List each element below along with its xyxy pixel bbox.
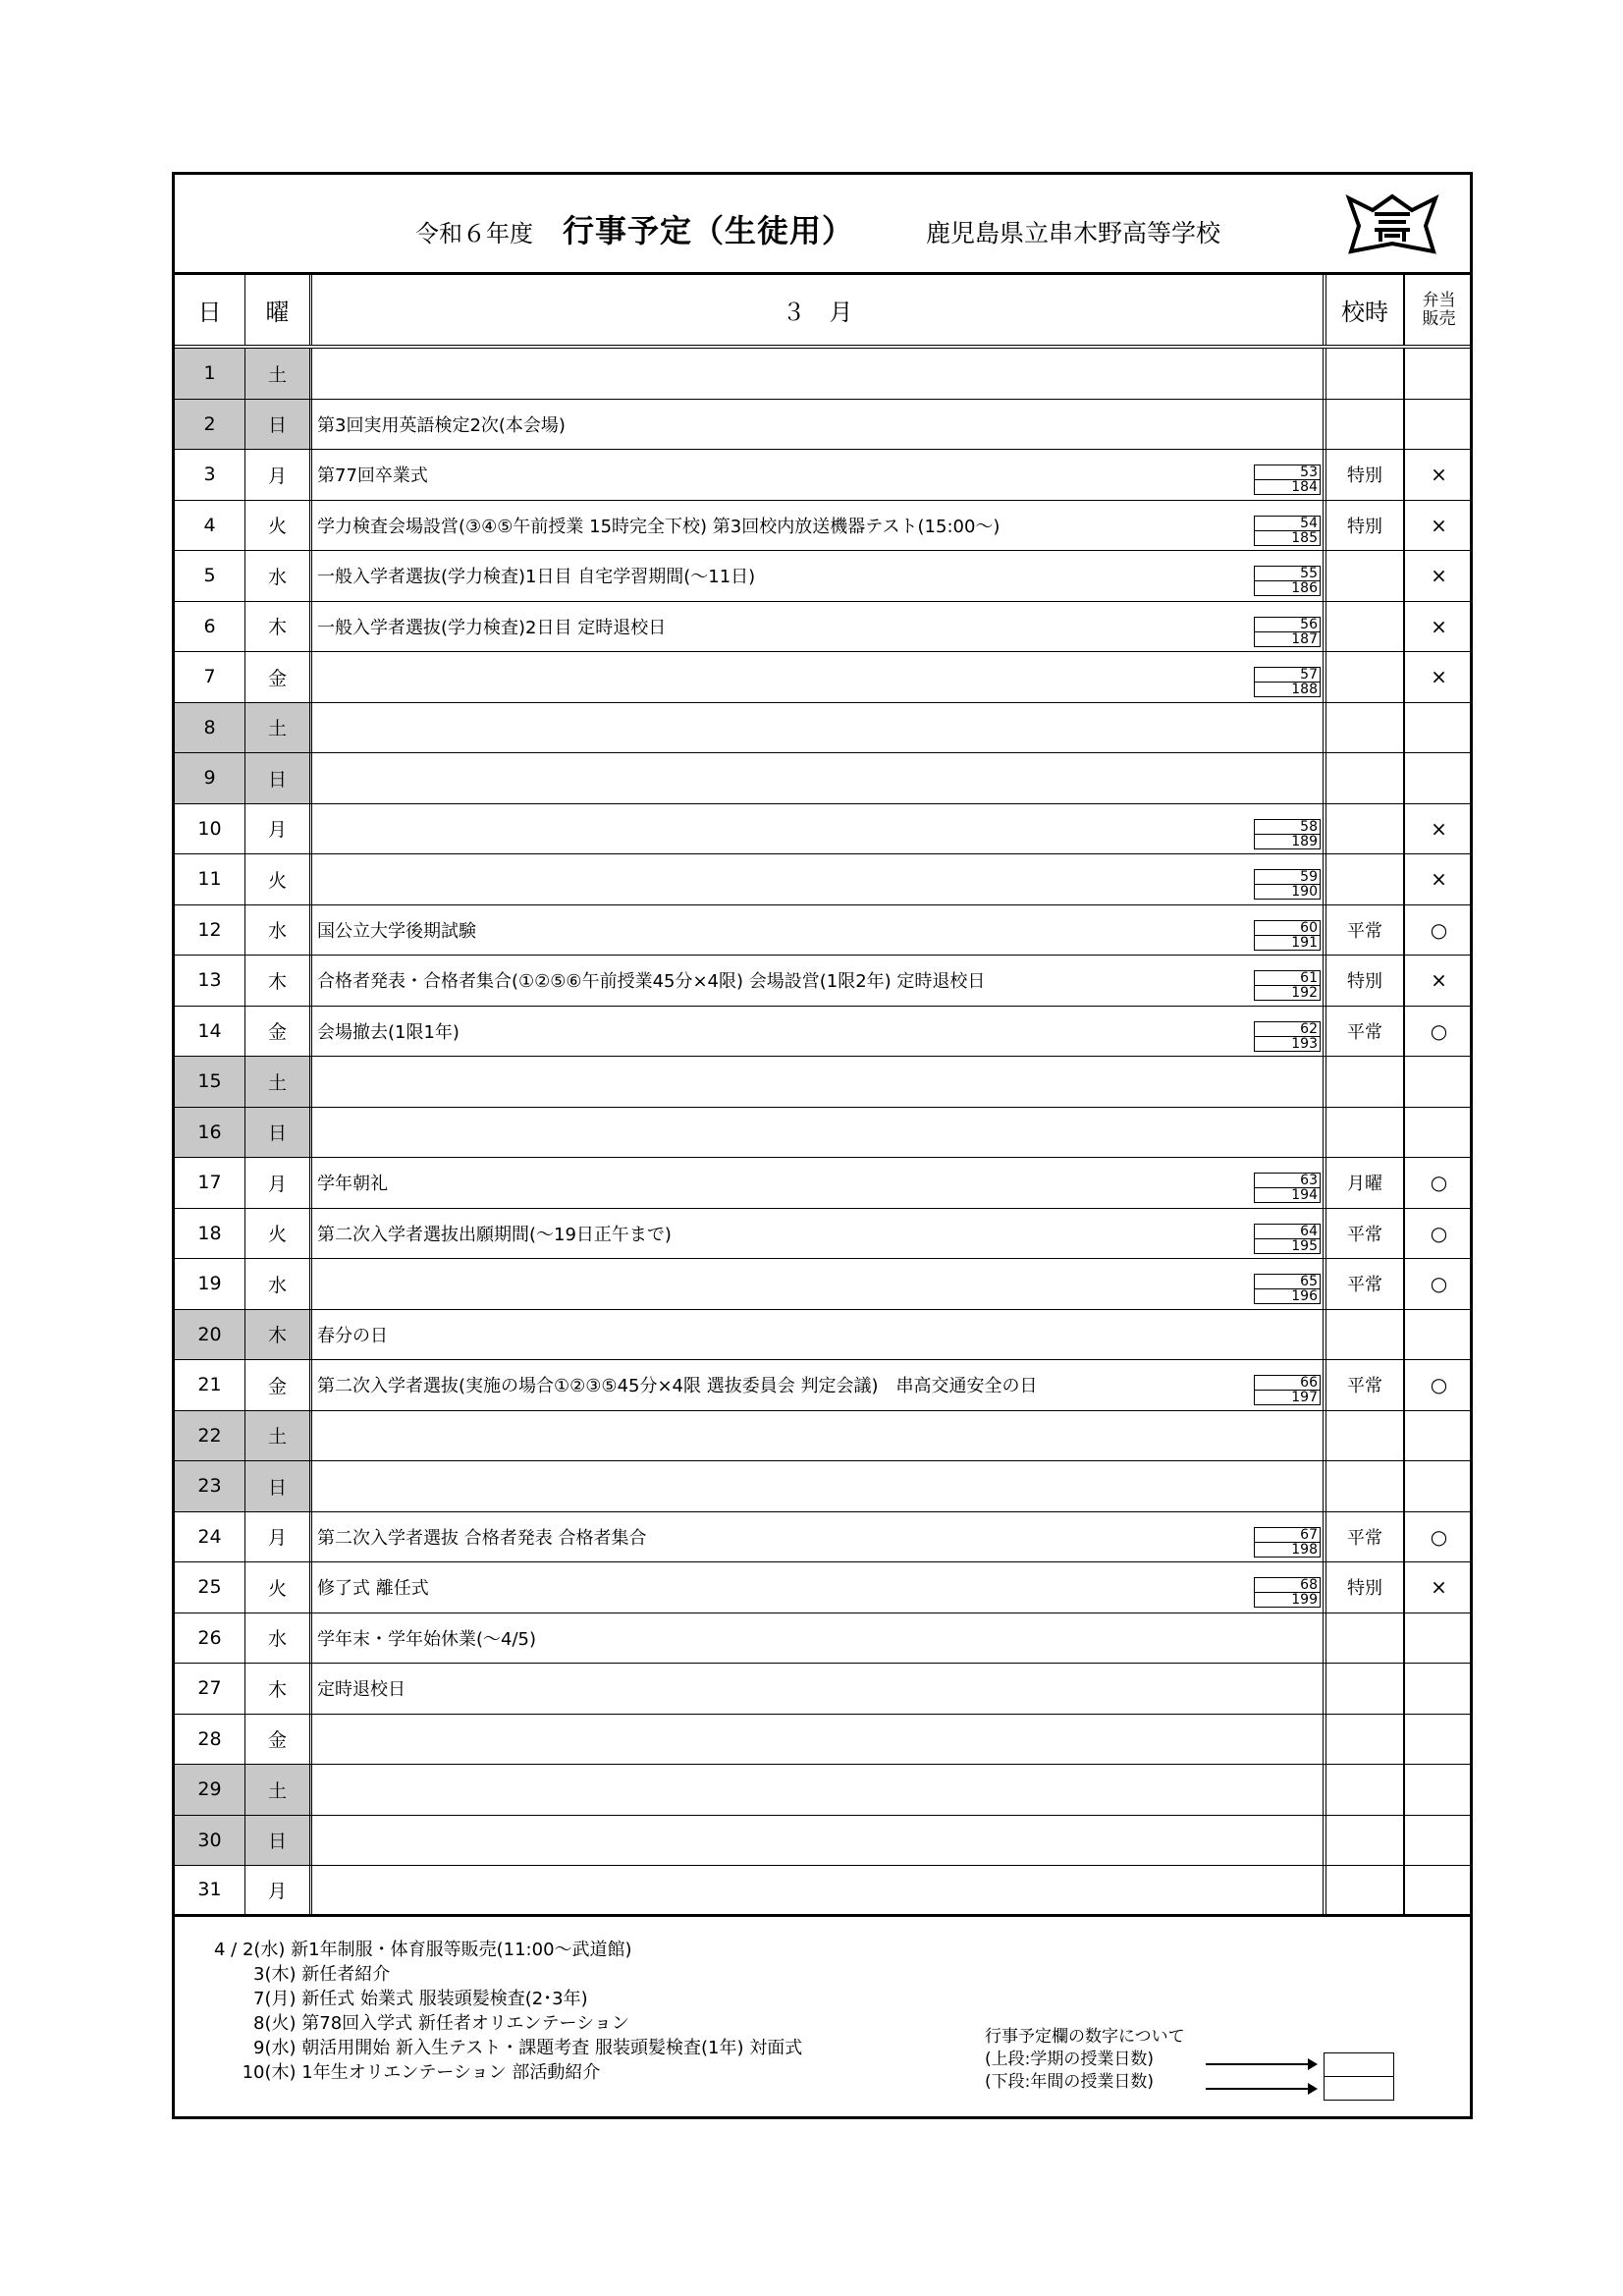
row-school-hours (1326, 400, 1405, 450)
legend-count-box (1324, 2052, 1394, 2102)
row-event (312, 450, 1326, 500)
row-event (312, 1715, 1326, 1765)
annual-lesson-days: 195 (1254, 1238, 1321, 1254)
term-lesson-days: 59 (1254, 869, 1321, 885)
legend-arrow-upper (1206, 2063, 1316, 2065)
row-event (312, 1664, 1326, 1714)
row-event-text: 学力検査会場設営(③④⑤午前授業 15時完全下校) 第3回校内放送機器テスト(15:00～) (317, 516, 1001, 537)
row-event (312, 1158, 1326, 1208)
row-school-hours: 平常 (1326, 1209, 1405, 1259)
note-line: 10(木) 1年生オリエンテーション 部活動紹介 (214, 2062, 601, 2083)
school-name: 鹿児島県立串木野高等学校 (926, 219, 1221, 247)
annual-lesson-days: 199 (1254, 1592, 1321, 1608)
table-row (175, 1562, 1470, 1613)
school-emblem-icon (1345, 192, 1439, 257)
row-day: 12 (175, 905, 245, 956)
row-event (312, 1512, 1326, 1562)
row-event (312, 956, 1326, 1006)
table-row (175, 1007, 1470, 1058)
row-weekday: 水 (245, 551, 312, 601)
note-line: 9(水) 朝活用開始 新入生テスト・課題考査 服装頭髪検査(1年) 対面式 (214, 2038, 803, 2058)
term-lesson-days: 66 (1254, 1375, 1321, 1391)
table-row (175, 1310, 1470, 1361)
row-day: 22 (175, 1411, 245, 1461)
term-lesson-days: 64 (1254, 1224, 1321, 1239)
title-row (175, 175, 1470, 275)
row-weekday: 木 (245, 956, 312, 1006)
col-header-month: ３ 月 (312, 275, 1326, 345)
row-day: 24 (175, 1512, 245, 1562)
col-header-bento-line2: 販売 (1422, 308, 1456, 329)
row-day: 14 (175, 1007, 245, 1057)
term-lesson-days: 67 (1254, 1527, 1321, 1543)
row-school-hours (1326, 1765, 1405, 1815)
row-weekday: 水 (245, 905, 312, 956)
row-school-hours (1326, 1613, 1405, 1664)
row-event-text: 学年朝礼 (317, 1174, 388, 1195)
row-event (312, 854, 1326, 904)
table-row (175, 1512, 1470, 1563)
row-school-hours (1326, 854, 1405, 904)
row-weekday: 木 (245, 1664, 312, 1714)
row-day: 8 (175, 703, 245, 753)
row-event (312, 1765, 1326, 1815)
row-weekday: 木 (245, 602, 312, 652)
row-weekday: 日 (245, 1816, 312, 1866)
row-weekday: 月 (245, 1512, 312, 1562)
row-school-hours (1326, 1411, 1405, 1461)
row-event (312, 753, 1326, 803)
table-row (175, 956, 1470, 1007)
row-event (312, 1310, 1326, 1360)
col-header-day: 日 (175, 275, 245, 345)
table-row (175, 1715, 1470, 1766)
row-day: 25 (175, 1562, 245, 1613)
column-header-row (175, 275, 1470, 349)
row-school-hours: 特別 (1326, 956, 1405, 1006)
row-event (312, 905, 1326, 956)
lesson-day-count (1254, 1173, 1321, 1204)
row-bento: × (1431, 614, 1447, 638)
row-event (312, 1108, 1326, 1158)
table-row (175, 400, 1470, 451)
annual-lesson-days: 190 (1254, 884, 1321, 900)
row-bento: × (1431, 968, 1447, 993)
table-row (175, 905, 1470, 957)
row-school-hours: 平常 (1326, 1259, 1405, 1309)
row-school-hours (1326, 1816, 1405, 1866)
term-lesson-days: 60 (1254, 920, 1321, 936)
row-day: 15 (175, 1057, 245, 1107)
row-school-hours: 特別 (1326, 501, 1405, 551)
col-header-weekday: 曜 (245, 275, 312, 345)
row-event (312, 1259, 1326, 1309)
row-school-hours: 特別 (1326, 450, 1405, 500)
table-row (175, 703, 1470, 754)
table-row (175, 1360, 1470, 1411)
row-day: 30 (175, 1816, 245, 1866)
term-lesson-days: 68 (1254, 1577, 1321, 1593)
row-event-text: 第二次入学者選抜 合格者発表 合格者集合 (317, 1527, 647, 1549)
row-day: 17 (175, 1158, 245, 1208)
lesson-day-count (1254, 617, 1321, 648)
row-event (312, 400, 1326, 450)
row-event (312, 1461, 1326, 1511)
note-line: 7(月) 新任式 始業式 服装頭髪検査(2･3年) (214, 1989, 588, 2009)
table-row (175, 1816, 1470, 1867)
table-row (175, 1866, 1470, 1917)
row-school-hours (1326, 1310, 1405, 1360)
row-weekday: 月 (245, 450, 312, 500)
term-lesson-days: 54 (1254, 516, 1321, 531)
row-event (312, 1411, 1326, 1461)
row-event-text: 会場撤去(1限1年) (317, 1021, 460, 1043)
row-day: 5 (175, 551, 245, 601)
annual-lesson-days: 193 (1254, 1036, 1321, 1052)
row-bento (1405, 753, 1473, 803)
row-bento: × (1431, 1575, 1447, 1600)
row-day: 7 (175, 652, 245, 702)
term-lesson-days: 65 (1254, 1274, 1321, 1289)
table-row (175, 804, 1470, 855)
row-weekday: 水 (245, 1259, 312, 1309)
row-day: 31 (175, 1866, 245, 1914)
note-line: 3(木) 新任者紹介 (214, 1964, 391, 1985)
term-lesson-days: 57 (1254, 667, 1321, 683)
row-event (312, 1613, 1326, 1664)
row-event-text: 春分の日 (317, 1325, 388, 1346)
lesson-day-count (1254, 566, 1321, 597)
row-weekday: 土 (245, 349, 312, 399)
table-row (175, 501, 1470, 552)
row-event-text: 国公立大学後期試験 (317, 920, 476, 942)
row-school-hours: 特別 (1326, 1562, 1405, 1613)
row-bento: × (1431, 513, 1447, 537)
row-school-hours (1326, 1664, 1405, 1714)
row-event-text: 第77回卒業式 (317, 465, 428, 487)
table-row (175, 1057, 1470, 1108)
table-row (175, 1664, 1470, 1715)
row-event (312, 1209, 1326, 1259)
row-school-hours (1326, 1715, 1405, 1765)
table-row (175, 1108, 1470, 1159)
row-school-hours (1326, 753, 1405, 803)
row-bento (1405, 703, 1473, 753)
row-day: 10 (175, 804, 245, 854)
row-event (312, 349, 1326, 399)
row-event-text: 定時退校日 (317, 1679, 406, 1701)
row-event-text: 一般入学者選抜(学力検査)2日目 定時退校日 (317, 617, 667, 638)
lesson-day-count (1254, 869, 1321, 901)
row-event (312, 551, 1326, 601)
row-day: 9 (175, 753, 245, 803)
term-lesson-days: 62 (1254, 1021, 1321, 1037)
row-day: 20 (175, 1310, 245, 1360)
table-row (175, 1209, 1470, 1260)
page-title: 行事予定（生徒用） (563, 212, 855, 249)
row-school-hours: 平常 (1326, 1007, 1405, 1057)
row-event (312, 602, 1326, 652)
annual-lesson-days: 198 (1254, 1542, 1321, 1558)
row-bento (1405, 1715, 1473, 1765)
term-lesson-days: 56 (1254, 617, 1321, 632)
row-bento (1405, 1310, 1473, 1360)
row-school-hours: 平常 (1326, 905, 1405, 956)
row-school-hours (1326, 1057, 1405, 1107)
term-lesson-days: 55 (1254, 566, 1321, 581)
row-weekday: 土 (245, 703, 312, 753)
col-header-bento-line1: 弁当 (1422, 290, 1456, 310)
table-row (175, 753, 1470, 804)
lesson-day-count (1254, 516, 1321, 547)
row-bento: ○ (1430, 1272, 1448, 1296)
row-event-text: 第二次入学者選抜(実施の場合①②③⑤45分×4限 選抜委員会 判定会議) 串高交通安全の日 (317, 1376, 1038, 1397)
row-day: 18 (175, 1209, 245, 1259)
row-event (312, 1007, 1326, 1057)
row-event-text: 第3回実用英語検定2次(本会場) (317, 414, 566, 436)
lesson-day-count (1254, 1274, 1321, 1305)
table-row (175, 349, 1470, 400)
row-day: 2 (175, 400, 245, 450)
row-day: 6 (175, 602, 245, 652)
row-weekday: 金 (245, 652, 312, 702)
row-event (312, 1816, 1326, 1866)
row-day: 3 (175, 450, 245, 500)
row-school-hours (1326, 349, 1405, 399)
row-weekday: 日 (245, 1108, 312, 1158)
row-day: 16 (175, 1108, 245, 1158)
table-row (175, 1411, 1470, 1462)
table-row (175, 551, 1470, 602)
row-day: 23 (175, 1461, 245, 1511)
annual-lesson-days: 184 (1254, 479, 1321, 495)
lesson-day-count (1254, 920, 1321, 952)
row-bento (1405, 1816, 1473, 1866)
table-row (175, 602, 1470, 653)
row-bento (1405, 1613, 1473, 1664)
row-event (312, 1866, 1326, 1914)
april-notes (214, 1938, 802, 2085)
table-row (175, 1613, 1470, 1665)
row-bento: × (1431, 816, 1447, 841)
row-event-text: 第二次入学者選抜出願期間(～19日正午まで) (317, 1224, 672, 1245)
row-event (312, 804, 1326, 854)
row-weekday: 金 (245, 1360, 312, 1410)
row-event-text: 学年末・学年始休業(～4/5) (317, 1628, 537, 1650)
col-header-school-hours: 校時 (1326, 275, 1405, 345)
row-bento (1405, 1461, 1473, 1511)
term-lesson-days: 61 (1254, 970, 1321, 986)
row-weekday: 火 (245, 1209, 312, 1259)
row-weekday: 月 (245, 1866, 312, 1914)
table-row (175, 1259, 1470, 1310)
legend-title: 行事予定欄の数字について (985, 2027, 1185, 2047)
row-weekday: 土 (245, 1057, 312, 1107)
row-event (312, 1562, 1326, 1613)
fiscal-year: 令和６年度 (415, 220, 533, 247)
row-bento: ○ (1430, 1221, 1448, 1245)
row-day: 4 (175, 501, 245, 551)
row-bento: × (1431, 463, 1447, 487)
row-event (312, 501, 1326, 551)
row-bento (1405, 349, 1473, 399)
lesson-day-count (1254, 1375, 1321, 1406)
row-weekday: 日 (245, 1461, 312, 1511)
row-school-hours (1326, 1866, 1405, 1914)
annual-lesson-days: 185 (1254, 530, 1321, 546)
annual-lesson-days: 197 (1254, 1390, 1321, 1405)
row-day: 29 (175, 1765, 245, 1815)
note-line: 4 / 2(水) 新1年制服・体育服等販売(11:00～武道館) (214, 1940, 632, 1960)
row-bento: ○ (1430, 1524, 1448, 1549)
lesson-day-count (1254, 1577, 1321, 1609)
row-bento (1405, 400, 1473, 450)
lesson-day-count (1254, 819, 1321, 850)
row-weekday: 火 (245, 854, 312, 904)
row-weekday: 土 (245, 1765, 312, 1815)
term-lesson-days: 58 (1254, 819, 1321, 835)
row-bento (1405, 1108, 1473, 1158)
row-weekday: 月 (245, 1158, 312, 1208)
lesson-day-count (1254, 465, 1321, 496)
row-school-hours (1326, 652, 1405, 702)
term-lesson-days: 53 (1254, 465, 1321, 480)
row-bento: ○ (1430, 1171, 1448, 1195)
row-event-text: 修了式 離任式 (317, 1578, 429, 1600)
table-row (175, 1765, 1470, 1816)
lesson-day-count (1254, 1021, 1321, 1053)
annual-lesson-days: 189 (1254, 834, 1321, 849)
row-day: 28 (175, 1715, 245, 1765)
legend-lower: (下段:年間の授業日数) (985, 2072, 1154, 2092)
row-weekday: 日 (245, 400, 312, 450)
annual-lesson-days: 194 (1254, 1187, 1321, 1203)
row-bento: ○ (1430, 917, 1448, 942)
lesson-day-count (1254, 970, 1321, 1002)
legend-upper: (上段:学期の授業日数) (985, 2050, 1154, 2069)
row-event (312, 1057, 1326, 1107)
term-lesson-days: 63 (1254, 1173, 1321, 1188)
legend-arrow-lower (1206, 2088, 1316, 2090)
table-row (175, 1158, 1470, 1209)
lesson-day-count (1254, 667, 1321, 698)
row-weekday: 金 (245, 1715, 312, 1765)
row-bento: × (1431, 665, 1447, 689)
table-row (175, 854, 1470, 905)
row-weekday: 火 (245, 501, 312, 551)
row-bento (1405, 1664, 1473, 1714)
schedule-frame (172, 172, 1473, 2119)
row-event (312, 703, 1326, 753)
annual-lesson-days: 192 (1254, 985, 1321, 1001)
row-school-hours: 平常 (1326, 1360, 1405, 1410)
row-school-hours: 平常 (1326, 1512, 1405, 1562)
row-school-hours (1326, 1108, 1405, 1158)
annual-lesson-days: 187 (1254, 631, 1321, 647)
row-day: 27 (175, 1664, 245, 1714)
row-weekday: 土 (245, 1411, 312, 1461)
row-school-hours: 月曜 (1326, 1158, 1405, 1208)
lesson-day-count (1254, 1224, 1321, 1255)
row-bento: × (1431, 867, 1447, 892)
row-school-hours (1326, 602, 1405, 652)
row-event-text: 一般入学者選抜(学力検査)1日目 自宅学習期間(～11日) (317, 567, 756, 588)
row-day: 26 (175, 1613, 245, 1664)
count-legend (985, 2026, 1185, 2094)
row-bento: ○ (1430, 1018, 1448, 1043)
row-day: 19 (175, 1259, 245, 1309)
row-bento (1405, 1765, 1473, 1815)
note-line: 8(火) 第78回入学式 新任者オリエンテーション (214, 2013, 629, 2034)
row-bento (1405, 1411, 1473, 1461)
legend-box-lower (1324, 2076, 1394, 2101)
annual-lesson-days: 188 (1254, 682, 1321, 697)
row-bento (1405, 1057, 1473, 1107)
row-weekday: 日 (245, 753, 312, 803)
row-weekday: 金 (245, 1007, 312, 1057)
row-weekday: 木 (245, 1310, 312, 1360)
row-weekday: 火 (245, 1562, 312, 1613)
annual-lesson-days: 186 (1254, 580, 1321, 596)
row-day: 1 (175, 349, 245, 399)
table-row (175, 652, 1470, 703)
table-row (175, 1461, 1470, 1512)
row-event-text: 合格者発表・合格者集合(①②⑤⑥午前授業45分×4限) 会場設営(1限2年) 定時退校日 (317, 971, 986, 993)
row-day: 21 (175, 1360, 245, 1410)
row-school-hours (1326, 703, 1405, 753)
annual-lesson-days: 191 (1254, 935, 1321, 951)
row-bento: × (1431, 564, 1447, 588)
row-weekday: 水 (245, 1613, 312, 1664)
legend-box-upper (1324, 2052, 1394, 2077)
row-school-hours (1326, 1461, 1405, 1511)
row-event (312, 1360, 1326, 1410)
row-day: 13 (175, 956, 245, 1006)
row-event (312, 652, 1326, 702)
table-row (175, 450, 1470, 501)
lesson-day-count (1254, 1527, 1321, 1558)
row-school-hours (1326, 551, 1405, 601)
row-bento: ○ (1430, 1373, 1448, 1397)
row-weekday: 月 (245, 804, 312, 854)
row-day: 11 (175, 854, 245, 904)
annual-lesson-days: 196 (1254, 1288, 1321, 1304)
row-school-hours (1326, 804, 1405, 854)
col-header-bento (1405, 275, 1473, 345)
row-bento (1405, 1866, 1473, 1914)
